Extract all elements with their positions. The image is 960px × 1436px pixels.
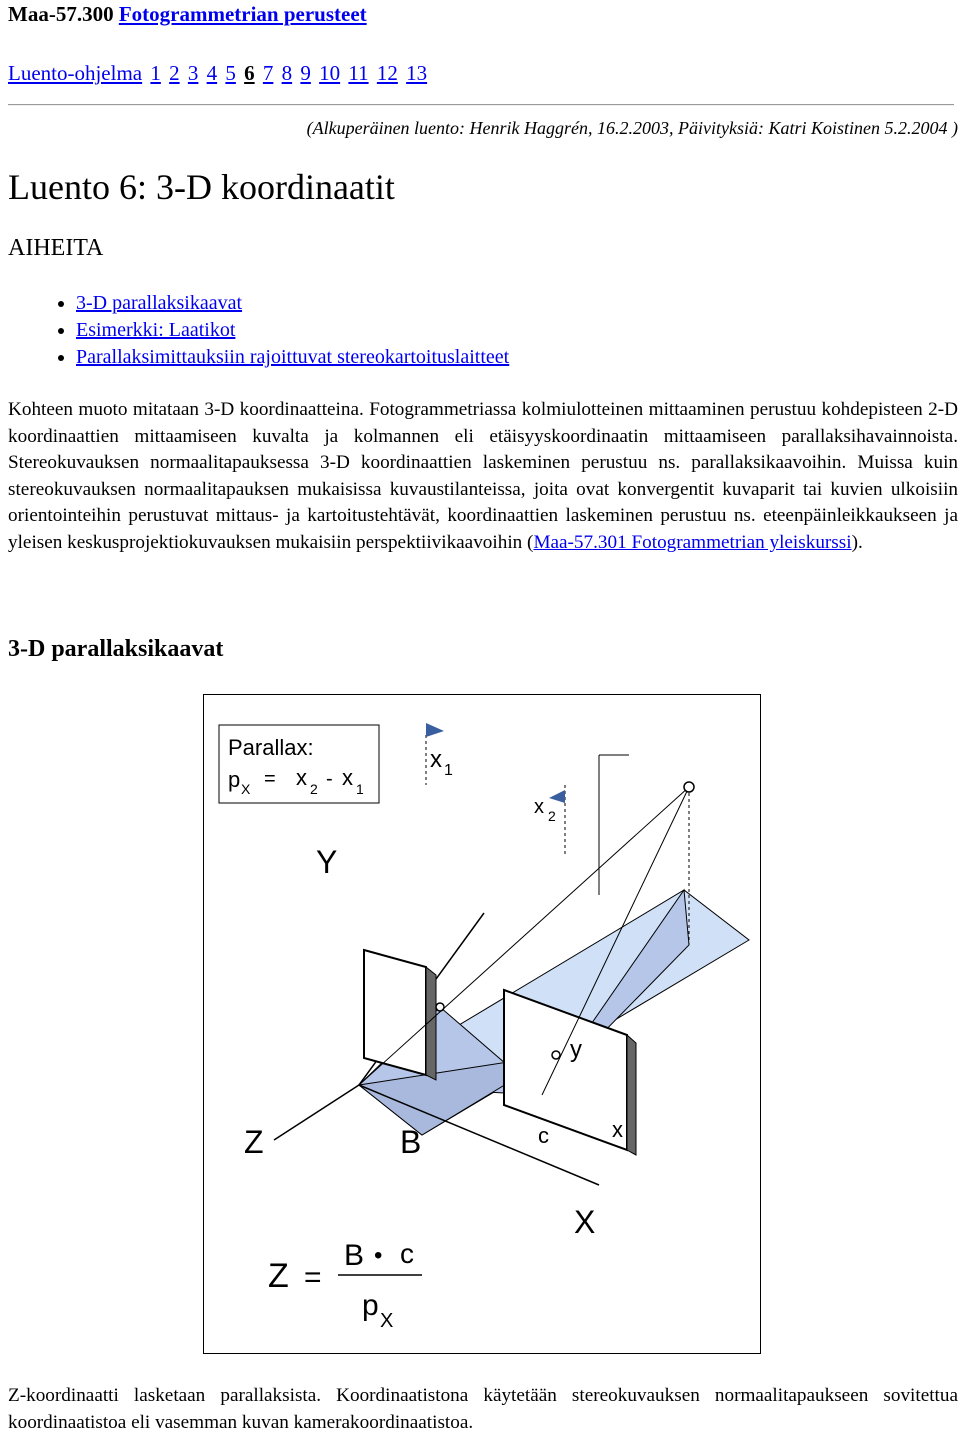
lecture-link-13[interactable]: 13 [406, 61, 428, 85]
section-heading: 3-D parallaksikaavat [8, 636, 224, 662]
topic-link-parallax-formulas[interactable]: 3-D parallaksikaavat [76, 292, 243, 314]
formula-dot: • [374, 1242, 383, 1269]
z-formula [268, 1238, 422, 1332]
figure-caption: Z-koordinaatti lasketaan parallaksista. Koordinaatistona käytetään stereokuvauksen normaalitapaukseen sovitettua koordinaatistoa eli vasemman kuvan kamerakoordinaatistoa. [8, 1385, 958, 1433]
label-baseline: B [400, 1124, 422, 1160]
intro-paragraph [8, 397, 958, 557]
topic-link-example-boxes[interactable]: Esimerkki: Laatikot [76, 319, 236, 341]
parallax-minus: - [326, 768, 333, 790]
lecture-link-11[interactable]: 11 [348, 61, 369, 85]
topic-link-stereo-devices[interactable]: Parallaksimittauksiin rajoittuvat stereokartoituslaitteet [76, 346, 510, 368]
lecture-link-1[interactable]: 1 [150, 61, 161, 85]
lecture-link-6[interactable]: 6 [244, 61, 255, 85]
formula-num-c: c [400, 1238, 414, 1269]
label-x-axis: X [574, 1204, 596, 1240]
label-x1: x [430, 746, 442, 773]
page-title: Luento 6: 3-D koordinaatit [8, 167, 395, 207]
lecture-link-10[interactable]: 10 [319, 61, 341, 85]
lecture-link-7[interactable]: 7 [262, 61, 274, 85]
label-c: c [538, 1123, 549, 1148]
label-image-x: x [612, 1117, 623, 1142]
x2-arrow-icon [549, 790, 565, 803]
parallax-eq: = [264, 768, 276, 790]
lecture-links [150, 61, 430, 85]
lecture-link-3[interactable]: 3 [187, 61, 199, 85]
z-axis-line [274, 1085, 359, 1140]
divider [8, 104, 954, 106]
lecture-link-9[interactable]: 9 [300, 61, 311, 85]
formula-den-sub: X [380, 1310, 394, 1332]
parallax-px: p [228, 767, 241, 792]
parallax-diagram [204, 695, 760, 1353]
lecture-link-8[interactable]: 8 [281, 61, 293, 85]
lecture-link-2[interactable]: 2 [169, 61, 180, 85]
parallax-x1: x [342, 765, 353, 790]
label-x2: x [534, 796, 544, 818]
lecture-link-12[interactable]: 12 [376, 61, 398, 85]
label-x2-sub: 2 [548, 808, 556, 824]
list-item [76, 317, 509, 344]
intro-after: ). [851, 531, 863, 553]
formula-z: Z [268, 1257, 289, 1295]
parallax-px-sub: X [241, 781, 251, 797]
parallax-x2-sub: 2 [310, 781, 318, 797]
parallax-box [219, 725, 379, 803]
x1-arrow-icon [426, 723, 444, 737]
parallax-x2: x [296, 765, 307, 790]
formula-eq: = [304, 1261, 322, 1294]
intro-text: Kohteen muoto mitataan 3-D koordinaatteina. Fotogrammetriassa kolmiulotteinen mittaaminen perustuu kohdepisteen 2-D koordinaattien mittaamiseen kuvalta ja kolmannen eli etäisyyskoordinaatin mittaamiseen parallaksihavainnoista. Stereokuvauksen normaalitapauksessa 3-D koordinaattien laskeminen perustuu ns. parallaksikaavoihin. Muissa kuin stereokuvauksen normaalitapauksen mukaisissa kuvaustilanteissa, joita ovat konvergentit kuvaparit tai kuvien ulkoisiin orientointeihin perustuvat mittaus- ja kartoitustehtävät, koordinaattien laskeminen perustuu ns. eteenpäinleikkaukseen ja yleisen keskusprojektiokuvauksen mukaisiin perspektiivikaavoihin ( [8, 399, 958, 553]
label-z-axis: Z [244, 1124, 264, 1160]
formula-den-p: p [362, 1289, 379, 1322]
right-image-plane-edge [627, 1035, 636, 1155]
program-link[interactable]: Luento-ohjelma [8, 61, 143, 85]
label-image-y: y [570, 1036, 582, 1063]
general-course-link[interactable]: Maa-57.301 Fotogrammetrian yleiskurssi [533, 531, 852, 553]
lecture-nav [8, 61, 430, 86]
lecture-link-5[interactable]: 5 [225, 61, 236, 85]
topics-heading: AIHEITA [8, 235, 104, 261]
lecture-link-4[interactable]: 4 [206, 61, 218, 85]
list-item [76, 290, 509, 317]
label-x1-sub: 1 [444, 762, 453, 779]
course-link[interactable]: Fotogrammetrian perusteet [118, 2, 367, 26]
parallax-figure [203, 694, 761, 1354]
object-point [684, 782, 694, 792]
topics-list [40, 290, 509, 371]
formula-num-b: B [344, 1239, 365, 1272]
course-header [8, 2, 367, 27]
parallax-x1-sub: 1 [356, 781, 364, 797]
credit-line: (Alkuperäinen luento: Henrik Haggrén, 16.2.2003, Päivityksiä: Katri Koistinen 5.2.2004 ) [306, 118, 958, 138]
course-code: Maa-57.300 [8, 2, 114, 26]
parallax-title: Parallax: [228, 735, 314, 760]
label-y-axis: Y [316, 844, 338, 880]
list-item [76, 344, 509, 371]
right-image-point [552, 1051, 560, 1059]
left-image-plane [364, 950, 426, 1075]
